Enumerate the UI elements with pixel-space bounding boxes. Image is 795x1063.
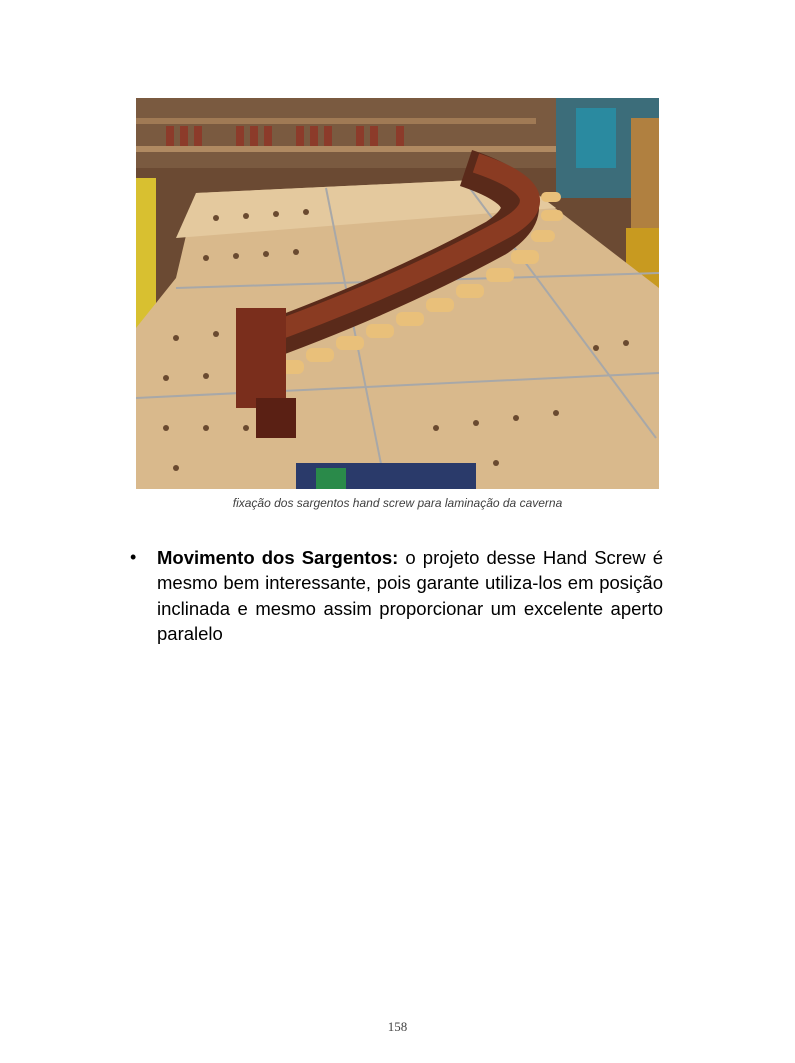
bullet-item (130, 545, 665, 646)
workshop-photo (136, 98, 659, 489)
bullet-term: Movimento dos Sargentos: (157, 547, 399, 568)
page-number: 158 (387, 1019, 408, 1034)
bullet-paragraph (157, 545, 663, 646)
figure-caption: fixação dos sargentos hand screw para laminação da caverna (232, 496, 563, 510)
bullet-body: o projeto desse Hand Screw é mesmo bem interessante, pois garante utiliza-los em posição inclinada e mesmo assim proporcionar um excelente aperto paralelo (157, 547, 663, 644)
bullet-symbol: • (130, 547, 137, 567)
